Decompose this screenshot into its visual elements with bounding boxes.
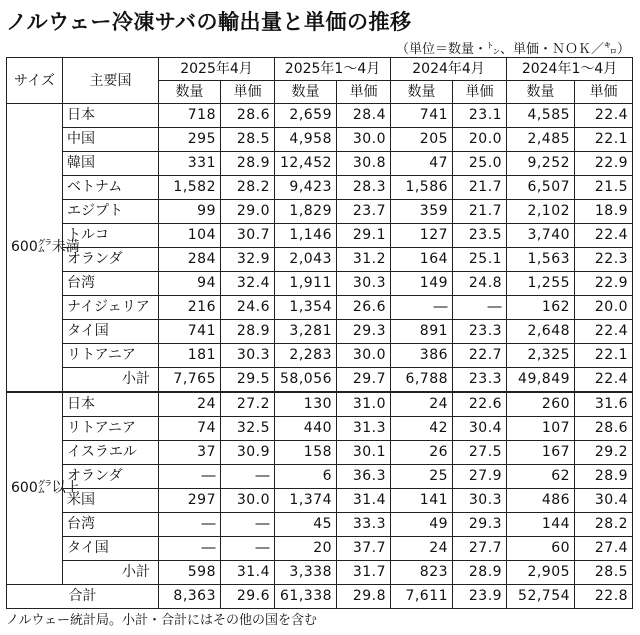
unit-price-cell: 28.5 — [221, 128, 275, 152]
quantity-cell: 4,958 — [275, 128, 337, 152]
unit-price-cell: 29.6 — [221, 585, 275, 609]
unit-price-cell: 21.7 — [453, 200, 507, 224]
quantity-cell: 25 — [391, 465, 453, 489]
unit-price-cell: 23.7 — [337, 200, 391, 224]
quantity-cell: 440 — [275, 417, 337, 441]
unit-price-cell: 28.9 — [221, 152, 275, 176]
subtotal-row — [7, 561, 633, 585]
quantity-cell: 7,765 — [159, 368, 221, 393]
country-name: リトアニア — [63, 417, 159, 441]
quantity-cell: 52,754 — [507, 585, 575, 609]
unit-price-cell: 22.7 — [453, 344, 507, 368]
unit-price-cell: 31.6 — [575, 392, 633, 417]
page-title: ノルウェー冷凍サバの輸出量と単価の推移 — [6, 10, 412, 34]
quantity-cell: 45 — [275, 513, 337, 537]
quantity-cell: 49,849 — [507, 368, 575, 393]
unit-price-cell: 28.9 — [221, 320, 275, 344]
total-label: 合計 — [7, 585, 159, 609]
quantity-cell: 2,325 — [507, 344, 575, 368]
unit-price-cell: 28.9 — [453, 561, 507, 585]
unit-price-cell: 22.9 — [575, 272, 633, 296]
unit-price-cell: 23.5 — [453, 224, 507, 248]
country-name: 小計 — [63, 368, 159, 393]
unit-price-cell: 29.2 — [575, 441, 633, 465]
quantity-cell: 1,586 — [391, 176, 453, 200]
unit-price-cell: 37.7 — [337, 537, 391, 561]
quantity-cell: 4,585 — [507, 104, 575, 128]
unit-price-cell: 29.7 — [337, 368, 391, 393]
table-row — [7, 104, 633, 128]
quantity-cell: 2,905 — [507, 561, 575, 585]
quantity-cell: 1,374 — [275, 489, 337, 513]
table-row — [7, 200, 633, 224]
table-row — [7, 128, 633, 152]
unit-price-cell: 27.2 — [221, 392, 275, 417]
unit-price-cell: 28.9 — [575, 465, 633, 489]
unit-price-cell: 31.7 — [337, 561, 391, 585]
table-row — [7, 441, 633, 465]
quantity-cell: 144 — [507, 513, 575, 537]
quantity-cell: 6,788 — [391, 368, 453, 393]
unit-price-cell: 29.1 — [337, 224, 391, 248]
unit-price-cell: 30.0 — [337, 344, 391, 368]
unit-price-cell: 22.4 — [575, 224, 633, 248]
quantity-cell: 1,354 — [275, 296, 337, 320]
quantity-cell: ― — [159, 537, 221, 561]
quantity-cell: 1,255 — [507, 272, 575, 296]
quantity-cell: 24 — [391, 537, 453, 561]
unit-price-cell: 25.0 — [453, 152, 507, 176]
quantity-cell: ― — [391, 296, 453, 320]
quantity-cell: 1,563 — [507, 248, 575, 272]
table-row — [7, 513, 633, 537]
quantity-cell: 74 — [159, 417, 221, 441]
quantity-cell: 94 — [159, 272, 221, 296]
quantity-cell: 2,102 — [507, 200, 575, 224]
unit-price-cell: 27.7 — [453, 537, 507, 561]
quantity-cell: 162 — [507, 296, 575, 320]
total-row — [7, 585, 633, 609]
header-period: 2024年1～4月 — [507, 58, 633, 81]
country-name: ナイジェリア — [63, 296, 159, 320]
table-row — [7, 417, 633, 441]
unit-price-cell: 29.3 — [337, 320, 391, 344]
quantity-cell: 891 — [391, 320, 453, 344]
quantity-cell: 297 — [159, 489, 221, 513]
country-name: ベトナム — [63, 176, 159, 200]
unit-price-cell: 33.3 — [337, 513, 391, 537]
table-row — [7, 248, 633, 272]
table-row — [7, 489, 633, 513]
unit-price-cell: 22.6 — [453, 392, 507, 417]
header-unit-price: 単価 — [575, 81, 633, 104]
quantity-cell: 6 — [275, 465, 337, 489]
unit-price-cell: 32.4 — [221, 272, 275, 296]
country-name: 台湾 — [63, 513, 159, 537]
unit-price-cell: 22.4 — [575, 104, 633, 128]
quantity-cell: 823 — [391, 561, 453, 585]
unit-price-cell: 27.4 — [575, 537, 633, 561]
unit-price-cell: 22.9 — [575, 152, 633, 176]
unit-price-cell: 21.5 — [575, 176, 633, 200]
unit-price-cell: 28.6 — [575, 417, 633, 441]
quantity-cell: 9,423 — [275, 176, 337, 200]
quantity-cell: 49 — [391, 513, 453, 537]
unit-price-cell: 31.2 — [337, 248, 391, 272]
header-quantity: 数量 — [275, 81, 337, 104]
header-quantity: 数量 — [391, 81, 453, 104]
quantity-cell: 47 — [391, 152, 453, 176]
unit-price-cell: 22.4 — [575, 368, 633, 393]
quantity-cell: 718 — [159, 104, 221, 128]
header-size: サイズ — [7, 58, 63, 104]
unit-price-cell: ― — [221, 537, 275, 561]
quantity-cell: 295 — [159, 128, 221, 152]
unit-price-cell: 31.0 — [337, 392, 391, 417]
quantity-cell: 167 — [507, 441, 575, 465]
header-period: 2025年1～4月 — [275, 58, 391, 81]
quantity-cell: 2,485 — [507, 128, 575, 152]
unit-price-cell: 27.9 — [453, 465, 507, 489]
unit-price-cell: 28.2 — [221, 176, 275, 200]
country-name: リトアニア — [63, 344, 159, 368]
unit-price-cell: 30.7 — [221, 224, 275, 248]
quantity-cell: 42 — [391, 417, 453, 441]
quantity-cell: 1,146 — [275, 224, 337, 248]
unit-price-cell: 25.1 — [453, 248, 507, 272]
unit-price-cell: 30.8 — [337, 152, 391, 176]
table-row — [7, 224, 633, 248]
table-row — [7, 152, 633, 176]
quantity-cell: 181 — [159, 344, 221, 368]
quantity-cell: ― — [159, 513, 221, 537]
unit-price-cell: 23.3 — [453, 368, 507, 393]
quantity-cell: 2,659 — [275, 104, 337, 128]
unit-price-cell: 30.3 — [221, 344, 275, 368]
unit-price-cell: 30.0 — [337, 128, 391, 152]
country-name: タイ国 — [63, 320, 159, 344]
unit-price-cell: 28.5 — [575, 561, 633, 585]
unit-price-cell: 32.9 — [221, 248, 275, 272]
country-name: 米国 — [63, 489, 159, 513]
unit-price-cell: 28.2 — [575, 513, 633, 537]
quantity-cell: 741 — [159, 320, 221, 344]
country-name: 台湾 — [63, 272, 159, 296]
header-period: 2024年4月 — [391, 58, 507, 81]
unit-price-cell: 22.3 — [575, 248, 633, 272]
quantity-cell: 24 — [391, 392, 453, 417]
quantity-cell: 1,829 — [275, 200, 337, 224]
unit-price-cell: ― — [453, 296, 507, 320]
table-row — [7, 176, 633, 200]
quantity-cell: 164 — [391, 248, 453, 272]
quantity-cell: 741 — [391, 104, 453, 128]
unit-price-cell: 24.6 — [221, 296, 275, 320]
header-country: 主要国 — [63, 58, 159, 104]
unit-price-cell: 28.3 — [337, 176, 391, 200]
unit-price-cell: 23.3 — [453, 320, 507, 344]
unit-price-cell: 31.3 — [337, 417, 391, 441]
unit-price-cell: 30.4 — [575, 489, 633, 513]
quantity-cell: 61,338 — [275, 585, 337, 609]
quantity-cell: 2,283 — [275, 344, 337, 368]
unit-price-cell: 28.6 — [221, 104, 275, 128]
header-period: 2025年4月 — [159, 58, 275, 81]
quantity-cell: 331 — [159, 152, 221, 176]
quantity-cell: 37 — [159, 441, 221, 465]
unit-price-cell: 23.1 — [453, 104, 507, 128]
country-name: エジプト — [63, 200, 159, 224]
quantity-cell: 20 — [275, 537, 337, 561]
unit-price-cell: 22.1 — [575, 344, 633, 368]
quantity-cell: 216 — [159, 296, 221, 320]
quantity-cell: 598 — [159, 561, 221, 585]
quantity-cell: 7,611 — [391, 585, 453, 609]
table-body — [7, 104, 633, 609]
quantity-cell: 149 — [391, 272, 453, 296]
quantity-cell: 205 — [391, 128, 453, 152]
country-name: 韓国 — [63, 152, 159, 176]
quantity-cell: 3,338 — [275, 561, 337, 585]
unit-price-cell: 30.3 — [453, 489, 507, 513]
unit-price-cell: 20.0 — [575, 296, 633, 320]
table-row — [7, 344, 633, 368]
quantity-cell: 1,582 — [159, 176, 221, 200]
table-row — [7, 320, 633, 344]
quantity-cell: 1,911 — [275, 272, 337, 296]
unit-price-cell: 31.4 — [337, 489, 391, 513]
table-row — [7, 392, 633, 417]
unit-price-cell: 30.9 — [221, 441, 275, 465]
unit-price-cell: 22.4 — [575, 320, 633, 344]
quantity-cell: 3,281 — [275, 320, 337, 344]
unit-price-cell: 36.3 — [337, 465, 391, 489]
quantity-cell: 2,043 — [275, 248, 337, 272]
quantity-cell: 60 — [507, 537, 575, 561]
country-name: イスラエル — [63, 441, 159, 465]
quantity-cell: 3,740 — [507, 224, 575, 248]
unit-price-cell: 32.5 — [221, 417, 275, 441]
quantity-cell: 99 — [159, 200, 221, 224]
quantity-cell: 8,363 — [159, 585, 221, 609]
unit-price-cell: 30.3 — [337, 272, 391, 296]
header-quantity: 数量 — [159, 81, 221, 104]
quantity-cell: 24 — [159, 392, 221, 417]
unit-price-cell: 30.0 — [221, 489, 275, 513]
size-group-label: 600㌘以上 — [7, 392, 63, 585]
quantity-cell: 58,056 — [275, 368, 337, 393]
unit-price-cell: 21.7 — [453, 176, 507, 200]
header-unit-price: 単価 — [453, 81, 507, 104]
quantity-cell: 127 — [391, 224, 453, 248]
unit-price-cell: 29.8 — [337, 585, 391, 609]
export-table — [6, 57, 633, 609]
quantity-cell: 359 — [391, 200, 453, 224]
table-row — [7, 296, 633, 320]
unit-price-cell: 22.8 — [575, 585, 633, 609]
quantity-cell: 12,452 — [275, 152, 337, 176]
quantity-cell: 284 — [159, 248, 221, 272]
unit-price-cell: 30.1 — [337, 441, 391, 465]
quantity-cell: 104 — [159, 224, 221, 248]
quantity-cell: 158 — [275, 441, 337, 465]
unit-price-cell: 26.6 — [337, 296, 391, 320]
unit-price-cell: 29.0 — [221, 200, 275, 224]
unit-note: （単位＝数量・㌧、単価・ＮＯＫ／㌔） — [395, 42, 630, 57]
country-name: トルコ — [63, 224, 159, 248]
unit-price-cell: 20.0 — [453, 128, 507, 152]
country-name: オランダ — [63, 465, 159, 489]
table-row — [7, 272, 633, 296]
quantity-cell: 260 — [507, 392, 575, 417]
quantity-cell: 6,507 — [507, 176, 575, 200]
quantity-cell: 26 — [391, 441, 453, 465]
country-name: 日本 — [63, 392, 159, 417]
quantity-cell: 130 — [275, 392, 337, 417]
quantity-cell: 386 — [391, 344, 453, 368]
country-name: タイ国 — [63, 537, 159, 561]
unit-price-cell: 29.5 — [221, 368, 275, 393]
unit-price-cell: 29.3 — [453, 513, 507, 537]
unit-price-cell: ― — [221, 513, 275, 537]
unit-price-cell: 24.8 — [453, 272, 507, 296]
header-unit-price: 単価 — [221, 81, 275, 104]
source-note: ノルウェー統計局。小計・合計にはその他の国を含む — [6, 613, 317, 628]
size-group-label: 600㌘未満 — [7, 104, 63, 393]
quantity-cell: 62 — [507, 465, 575, 489]
unit-price-cell: 18.9 — [575, 200, 633, 224]
quantity-cell: 9,252 — [507, 152, 575, 176]
unit-price-cell: 27.5 — [453, 441, 507, 465]
country-name: 小計 — [63, 561, 159, 585]
quantity-cell: 2,648 — [507, 320, 575, 344]
unit-price-cell: ― — [221, 465, 275, 489]
header-quantity: 数量 — [507, 81, 575, 104]
unit-price-cell: 30.4 — [453, 417, 507, 441]
table-header — [7, 58, 633, 104]
unit-price-cell: 28.4 — [337, 104, 391, 128]
unit-price-cell: 22.1 — [575, 128, 633, 152]
country-name: オランダ — [63, 248, 159, 272]
header-unit-price: 単価 — [337, 81, 391, 104]
subtotal-row — [7, 368, 633, 393]
quantity-cell: 486 — [507, 489, 575, 513]
table-row — [7, 465, 633, 489]
quantity-cell: ― — [159, 465, 221, 489]
unit-price-cell: 23.9 — [453, 585, 507, 609]
quantity-cell: 141 — [391, 489, 453, 513]
quantity-cell: 107 — [507, 417, 575, 441]
country-name: 中国 — [63, 128, 159, 152]
table-row — [7, 537, 633, 561]
country-name: 日本 — [63, 104, 159, 128]
unit-price-cell: 31.4 — [221, 561, 275, 585]
